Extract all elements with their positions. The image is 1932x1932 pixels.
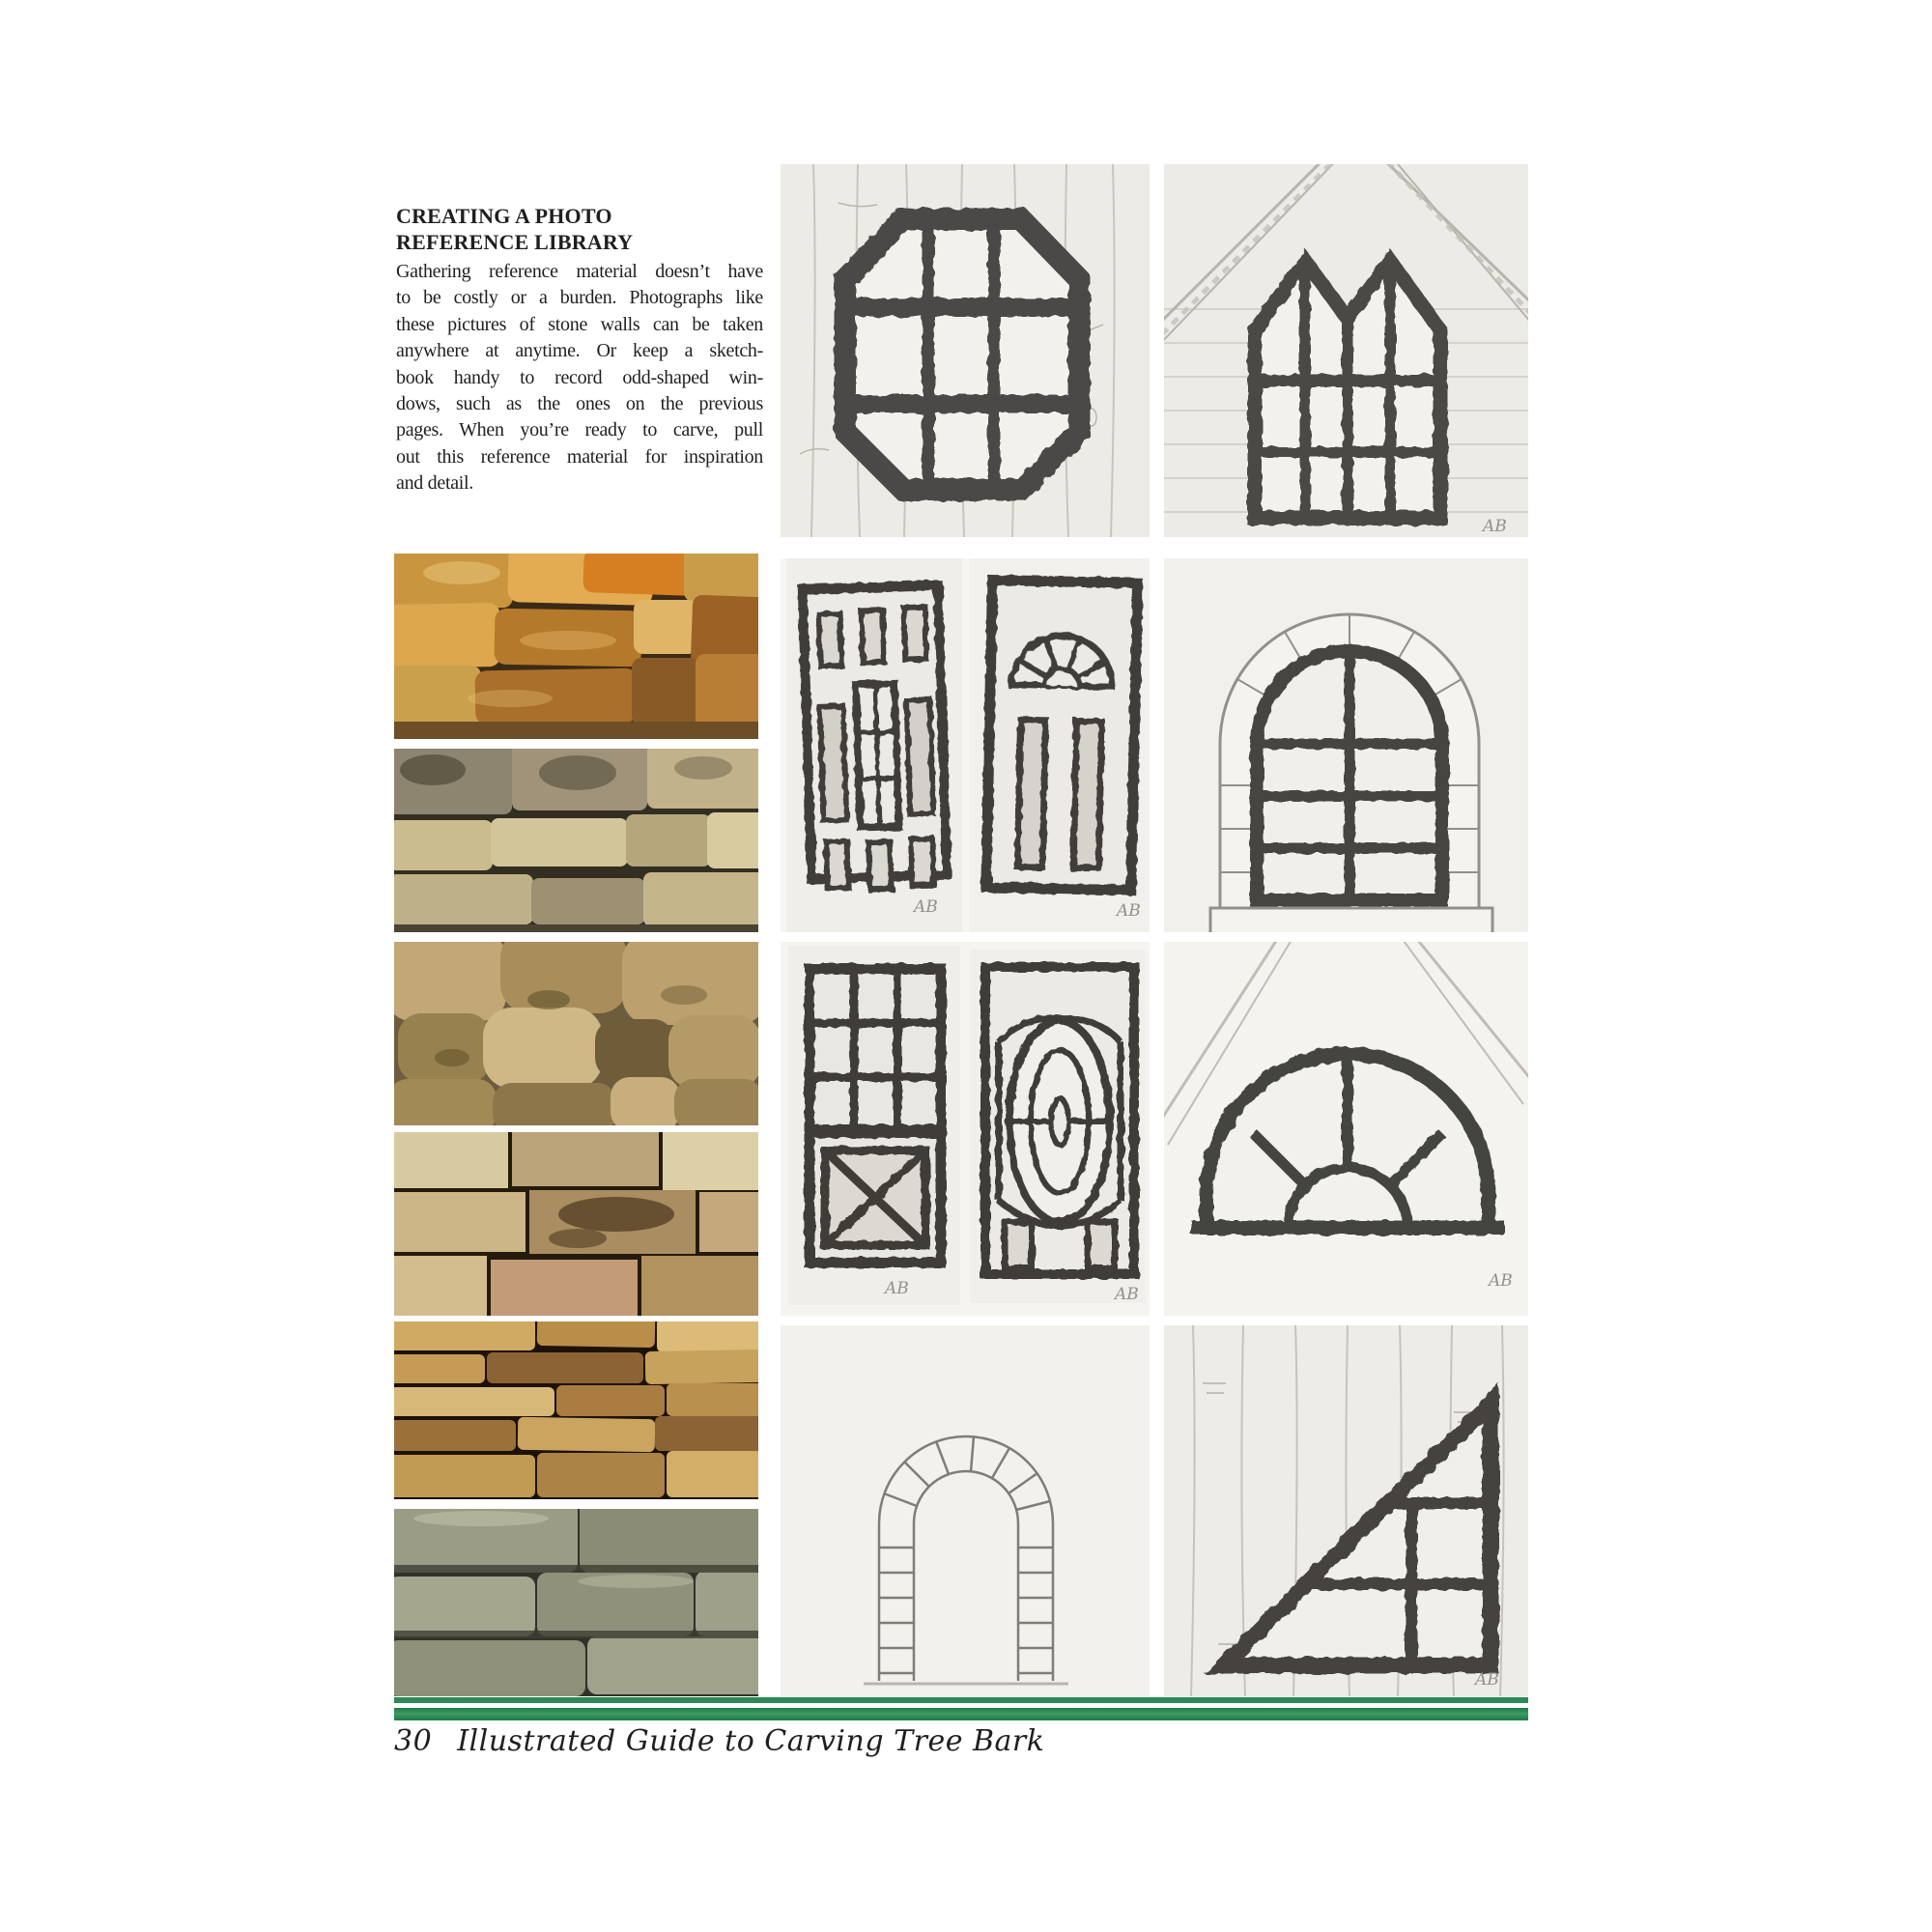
cross-buck-door bbox=[810, 969, 941, 1263]
body-text bbox=[396, 259, 763, 497]
section-heading bbox=[396, 203, 763, 255]
oval-glass-door bbox=[985, 967, 1134, 1274]
window-sill bbox=[1210, 908, 1492, 932]
fanlight-door bbox=[986, 581, 1138, 891]
nine-light-door bbox=[803, 585, 948, 891]
stones bbox=[394, 942, 758, 1125]
body-line: anywhere at anytime. Or keep a sketch- bbox=[396, 340, 763, 362]
artist-signature: AB bbox=[1483, 517, 1507, 536]
sketch-door-pair-paneled-fanlight bbox=[781, 558, 1150, 932]
body-line: to be costly or a burden. Photographs like bbox=[396, 287, 763, 309]
photo-fieldstone-rubble-wall bbox=[394, 942, 758, 1125]
sketch-triangle-window bbox=[1164, 1325, 1528, 1696]
arched-window-frame bbox=[1257, 651, 1442, 900]
photo-sandstone-block-wall bbox=[394, 1132, 758, 1316]
photo-tan-stacked-stone-wall bbox=[394, 749, 758, 932]
photo-gray-rockfaced-block-wall bbox=[394, 1509, 758, 1696]
footer-rule-thick bbox=[394, 1708, 1528, 1720]
body-line: out this reference material for inspiration bbox=[396, 445, 763, 468]
body-line: these pictures of stone walls can be taken bbox=[396, 313, 763, 335]
article-text-block bbox=[396, 203, 763, 497]
stones bbox=[394, 554, 758, 739]
artist-signature: AB bbox=[1489, 1271, 1513, 1291]
artist-signature: AB bbox=[1115, 1285, 1139, 1304]
stones bbox=[394, 1509, 758, 1696]
stones bbox=[394, 749, 758, 932]
photo-orange-ledgestone-wall bbox=[394, 554, 758, 739]
sketch-twin-peak-window bbox=[1164, 164, 1528, 537]
sketch-fan-transom-window bbox=[1164, 942, 1528, 1316]
body-line: dows, such as the ones on the previous bbox=[396, 393, 763, 415]
octagon-window-frame bbox=[845, 219, 1079, 490]
footer-rule-thin bbox=[394, 1697, 1528, 1703]
page-number: 30 bbox=[394, 1724, 433, 1758]
footer-folio bbox=[394, 1724, 1044, 1758]
heading-line-1: CREATING A PHOTO bbox=[396, 204, 612, 228]
book-title: Illustrated Guide to Carving Tree Bark bbox=[457, 1724, 1045, 1758]
body-line: pages. When you’re ready to carve, pull bbox=[396, 419, 763, 441]
photo-thin-ledgestone-wall bbox=[394, 1321, 758, 1499]
artist-signature: AB bbox=[914, 897, 938, 917]
sketch-door-pair-crossbuck-oval bbox=[781, 942, 1150, 1316]
body-line: and detail. bbox=[396, 472, 474, 495]
sketch-arched-stone-window bbox=[1164, 558, 1528, 932]
heading-line-2: REFERENCE LIBRARY bbox=[396, 230, 634, 254]
sketch-stone-arch-doorway bbox=[781, 1325, 1150, 1696]
sketch-octagon-window bbox=[781, 164, 1150, 537]
artist-signature: AB bbox=[1475, 1670, 1499, 1690]
body-line: book handy to record odd-shaped win- bbox=[396, 366, 763, 388]
artist-signature: AB bbox=[1117, 901, 1141, 921]
stones bbox=[394, 1132, 758, 1316]
body-line: Gathering reference material doesn’t have bbox=[396, 261, 763, 282]
artist-signature: AB bbox=[885, 1279, 909, 1298]
